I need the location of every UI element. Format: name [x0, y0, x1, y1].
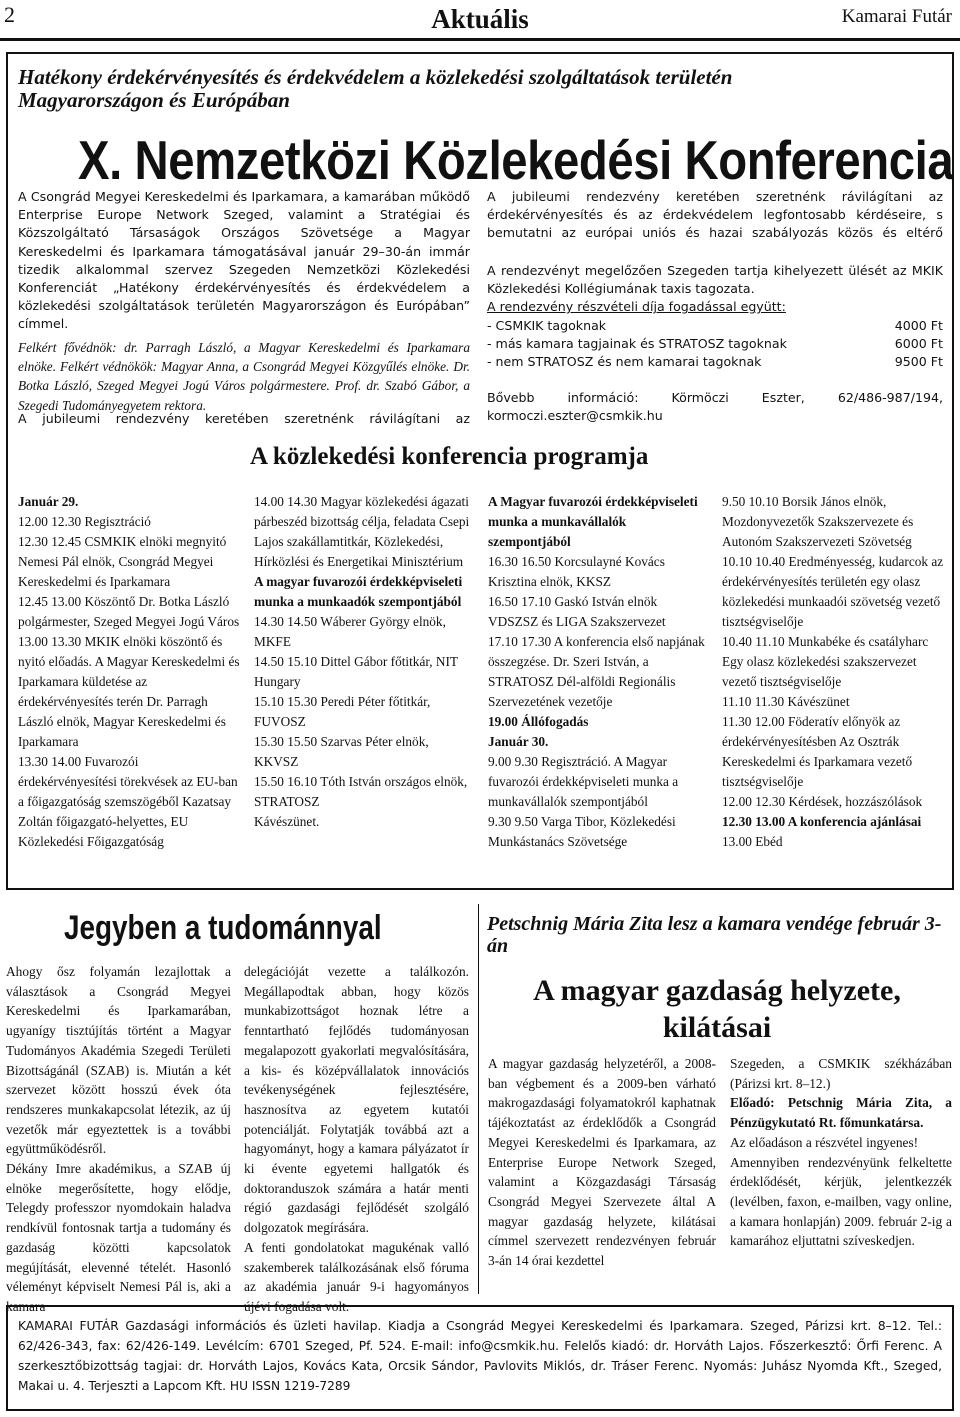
conference-kicker: Hatékony érdekérvényesítés és érdekvédelem a közlekedési szolgáltatások területén Magyarországon és Európában	[18, 65, 733, 112]
conference-intro: A Csongrád Megyei Kereskedelmi és Iparkamara, a kamarában működő Enterprise Europe Network Szeged, valamint a Stratégiai és Közszolgáltató Társaságok Országos Szövetsége a Magyar Kereskedelmi és Iparkamara támogatásával január 29–30-án immár tizedik alkalommal szervez Szegeden Nemzetközi Közlekedési Konferenciát „Hatékony érdekérvényesítés és érdekvédelem a közlekedési szolgáltatások területén Magyarországon és Európában” címmel.	[18, 189, 470, 332]
section-title: Aktuális	[431, 4, 529, 34]
impressum-text: KAMARAI FUTÁR Gazdasági információs és üzleti havilap. Kiadja a Csongrád Megyei Kereskedelmi és Iparkamara. Szeged, Párizsi krt. 8–12. Tel.: 62/426-343, fax: 62/426-149. Levélcím: 6701 Szeged, Pf. 524. E-mail: info@csmkik.hu. Felelős kiadó: dr. Horváth Lajos. Főszerkesztő: Őrfi Ferenc. A szerkesztőbizottság tagjai: dr. Horváth Lajos, Kovács Kata, Orcsik Sándor, Pavlovits Miklós, dr. Tráser Ferenc. Nyomás: Juhász Nyomda Kft., Szeged, Makai u. 4. Terjeszti a Lapcom Kft. HU ISSN 1219-7289	[18, 1319, 942, 1393]
column-divider	[478, 904, 479, 1294]
fee-row: - más kamara tagjainak és STRATOSZ tagoknak 6000 Ft	[487, 335, 943, 351]
jegyben-title: Jegyben a tudománnyal	[64, 909, 382, 947]
conference-patrons: Felkért fővédnök: dr. Parragh László, a Magyar Kereskedelmi és Iparkamara elnöke. Felkért védnökök: Magyar Anna, a Csongrád Megyei Közgyűlés elnöke. Dr. Botka László, Szeged Megyei Jogú Város polgármestere. Prof. dr. Szabó Gábor, a Szegedi Tudományegyetem rektora.	[18, 340, 470, 413]
publication-name: Kamarai Futár	[841, 6, 952, 27]
taxi-section-note: A rendezvényt megelőzően Szegeden tartja kihelyezett ülését az MKIK Közlekedési Kollégiumának taxis tagozata.	[487, 263, 943, 297]
conference-title: X. Nemzetközi Közlekedési Konferencia	[78, 129, 954, 191]
program-column-1: Január 29. 12.00 12.30 Regisztráció 12.30 12.45 CSMKIK elnöki megnyitó Nemesi Pál elnök, Csongrád Megyei Kereskedelmi és Iparkamara 12.45 13.00 Köszöntő Dr. Botka László polgármester, Szeged Megyei Jogú Város 13.00 13.30 MKIK elnöki köszöntő és nyitó előadás. A Magyar Kereskedelmi és Iparkamara küldetése az érdekérvényesítés terén Dr. Parragh László elnök, Magyar Kereskedelmi és Iparkamara 13.30 14.00 Fuvarozói érdekérvényesítési törekvések az EU-ban a főigazgatóság szemszögéből Kazatsay Zoltán főigazgató-helyettes, EU Közlekedési Főigazgatóság	[18, 494, 240, 849]
fee-row: - CSMKIK tagoknak 4000 Ft	[487, 317, 943, 333]
petschnig-title: A magyar gazdaság helyzete, kilátásai	[533, 974, 901, 1044]
page-number: 2	[4, 2, 15, 27]
jegyben-column-2: delegációját vezette a találkozón. Megállapodtak abban, hogy közös munkabizottságot hoznak létre a fenntartható fejlődés tudományosan megalapozott gyakorlati megvalósítására, a kis- és középvállalatok innovációs tevékenységének fejlesztésére, hasznosítva az egyetem kutatói potenciálját. Folytatják továbbá azt a hagyományt, hogy a kamara pályázatot ír ki évente egyetemi hallgatók és doktoranduszok számára a határ menti régió gazdasági fejlődését szolgáló dolgozatok megírására. A fenti gondolatokat magukénak valló szakemberek találkozásának első fóruma az akadémia január 9-i hagyományos újévi fogadása volt.	[244, 964, 469, 1314]
program-column-2: 14.00 14.30 Magyar közlekedési ágazati párbeszéd bizottság célja, feladata Csepi Lajos szakállamtitkár, Közlekedési, Hírközlési és Energetikai Minisztérium A magyar fuvarozói érdekképviseleti munka a munkaadók szempontjából 14.30 14.50 Wáberer György elnök, MKFE 14.50 15.10 Dittel Gábor főtitkár, NIT Hungary 15.10 15.30 Peredi Péter főtitkár, FUVOSZ 15.30 15.50 Szarvas Péter elnök, KKVSZ 15.50 16.10 Tóth István országos elnök, STRATOSZ Kávészünet.	[254, 494, 470, 829]
conference-jubilee-start: A jubileumi rendezvény keretében szeretnénk rávilágítani az	[18, 411, 470, 426]
contact-info: Bővebb információ: Körmöczi Eszter, 62/486-987/194, kormoczi.eszter@csmkik.hu	[487, 390, 943, 424]
petschnig-kicker: Petschnig Mária Zita lesz a kamara vendége február 3-án	[487, 913, 942, 957]
page-header	[0, 0, 960, 44]
header-rule	[0, 38, 960, 41]
petschnig-column-1: A magyar gazdaság helyzetéről, a 2008-ban végbement és a 2009-ben várható makrogazdasági folyamatokról kaphatnak tájékoztatást az érdeklődők a Csongrád Megyei Kereskedelmi és Iparkamara, az Enterprise Europe Network Szeged, valamint a Közgazdasági Társaság Csongrád Megyei Szervezete által A magyar gazdaság helyzete, kilátásai címmel szervezett rendezvényen február 3-án 14 órai kezdettel	[488, 1056, 716, 1269]
program-title: A közlekedési konferencia programja	[250, 443, 649, 470]
fees-list	[487, 317, 943, 372]
petschnig-column-2: Szegeden, a CSMKIK székházában (Párizsi krt. 8–12.) Előadó: Petschnig Mária Zita, a Pénzügykutató Rt. főmunkatársa. Az előadáson a részvétel ingyenes! Amennyiben rendezvényünk felkeltette érdeklődését, kérjük, jelentkezzék (levélben, faxon, e-mailben, vagy online, a kamara honlapján) 2009. február 2-ig a kamarához eljuttatni szíveskedjen.	[730, 1056, 952, 1249]
conference-right-column	[487, 188, 943, 426]
fee-row: - nem STRATOSZ és nem kamarai tagoknak 9500 Ft	[487, 354, 943, 370]
jubilee-continued: A jubileumi rendezvény keretében szeretnénk rávilágítani az érdekérvényesítés és az érdekvédelem legfontosabb kérdéseire, s bemutatni az európai uniós és hazai szabályozás közös és eltérő	[487, 189, 943, 241]
impressum-box	[6, 1305, 954, 1411]
program-column-4: 9.50 10.10 Borsik János elnök, Mozdonyvezetők Szakszervezete és Autonóm Szakszervezeti Szövetség 10.10 10.40 Eredményesség, kudarcok az érdekérvényesítés területén egy olasz közlekedési munkaadói szövetség vezető tisztségviselője 10.40 11.10 Munkabéke és csatályharc Egy olasz közlekedési szakszervezet vezető tisztségviselője 11.10 11.30 Kávészünet 11.30 12.00 Föderatív előnyök az érdekérvényesítésben Az Osztrák Kereskedelmi és Iparkamara vezető tisztségviselője 12.00 12.30 Kérdések, hozzászólások 12.30 13.00 A konferencia ajánlásai 13.00 Ebéd	[722, 494, 944, 849]
fees-title: A rendezvény részvételi díja fogadással együtt:	[487, 299, 786, 315]
jegyben-column-1: Ahogy ősz folyamán lezajlottak a választások a Csongrád Megyei Kereskedelmi és Iparkamarában, ugyanígy tisztújítás történt a Magyar Tudományos Akadémia Szegedi Területi Bizottságánál (SZAB) is. Miután a két szervezet között hosszú évek óta rendszeres munkakapcsolat létezik, az új vezetők már egyeztettek is a további együttműködésről. Dékány Imre akadémikus, a SZAB új elnöke megerősítette, hogy elődje, Telegdy professzor nyomdokain haladva rendkívül fontosnak tartja a tudomány és gazdaság közötti kapcsolatok megújítását, elevenné tételét. Hasonló véleményt képviselt Nemesi Pál is, aki a kamara	[6, 964, 231, 1314]
program-column-3: A Magyar fuvarozói érdekképviseleti munka a munkavállalók szempontjából 16.30 16.50 Korcsulayné Kovács Krisztina elnök, KKSZ 16.50 17.10 Gaskó István elnök VDSZSZ és LIGA Szakszervezet 17.10 17.30 A konferencia első napjának összegzése. Dr. Szeri István, a STRATOSZ Dél-alföldi Regionális Szervezetének vezetője 19.00 Állófogadás Január 30. 9.00 9.30 Regisztráció. A Magyar fuvarozói érdekképviseleti munka a munkavállalók szempontjából 9.30 9.50 Varga Tibor, Közlekedési Munkástanács Szövetsége	[488, 494, 705, 849]
